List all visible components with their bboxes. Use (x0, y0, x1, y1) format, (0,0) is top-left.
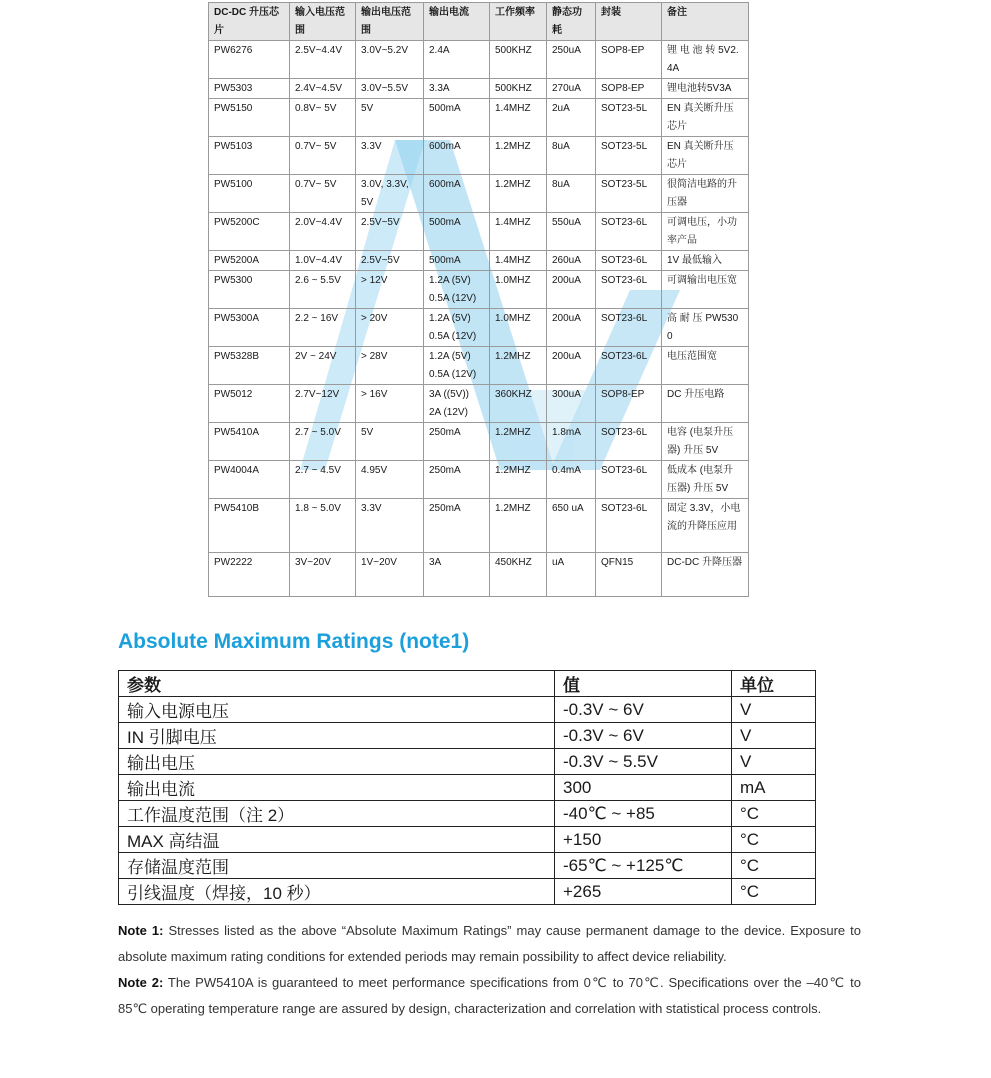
cell-freq: 450KHZ (490, 553, 547, 597)
cell-chip: PW5303 (209, 79, 290, 99)
cell-freq: 1.4MHZ (490, 99, 547, 137)
cell-iq: 8uA (547, 137, 596, 175)
col-header-output-voltage: 输出电压范围 (356, 3, 424, 41)
cell-note: EN 真关断升压芯片 (662, 137, 749, 175)
cell-vin: 1.8 ~ 5.0V (290, 499, 356, 553)
table-row (209, 251, 749, 271)
cell-vout: 1V~20V (356, 553, 424, 597)
cell-vout: 2.5V~5V (356, 251, 424, 271)
cell-note: DC 升压电路 (662, 385, 749, 423)
cell-chip: PW5300A (209, 309, 290, 347)
cell-chip: PW5200C (209, 213, 290, 251)
cell-package: SOT23-6L (596, 461, 662, 499)
cell-vout: 5V (356, 423, 424, 461)
cell-freq: 1.4MHZ (490, 213, 547, 251)
table-row (119, 775, 816, 801)
col-header-frequency: 工作频率 (490, 3, 547, 41)
col-header-unit: 单位 (732, 671, 816, 697)
cell-vin: 2.2 ~ 16V (290, 309, 356, 347)
cell-vin: 2.5V~4.4V (290, 41, 356, 79)
cell-vout: 3.0V, 3.3V, 5V (356, 175, 424, 213)
cell-iout: 500mA (424, 251, 490, 271)
cell-package: SOP8-EP (596, 79, 662, 99)
cell-iq: 2uA (547, 99, 596, 137)
note-2 (118, 970, 861, 1022)
cell-freq: 1.2MHZ (490, 499, 547, 553)
cell-note: 锂 电 池 转 5V2.4A (662, 41, 749, 79)
dc-dc-boost-chip-table (208, 2, 749, 597)
table-row (119, 827, 816, 853)
cell-iq: 8uA (547, 175, 596, 213)
cell-note: 电容 (电泵升压器) 升压 5V (662, 423, 749, 461)
table-row (119, 697, 816, 723)
cell-freq: 360KHZ (490, 385, 547, 423)
cell-note: EN 真关断升压芯片 (662, 99, 749, 137)
cell-vin: 2V ~ 24V (290, 347, 356, 385)
cell-vin: 2.7 ~ 5.0V (290, 423, 356, 461)
cell-package: SOT23-5L (596, 137, 662, 175)
col-header-package: 封装 (596, 3, 662, 41)
cell-iout: 1.2A (5V) 0.5A (12V) (424, 347, 490, 385)
cell-freq: 500KHZ (490, 41, 547, 79)
cell-note: 电压范围宽 (662, 347, 749, 385)
cell-parameter: 输出电压 (119, 749, 555, 775)
cell-freq: 500KHZ (490, 79, 547, 99)
cell-unit: V (732, 723, 816, 749)
cell-value: -0.3V ~ 6V (555, 723, 732, 749)
col-header-output-current: 输出电流 (424, 3, 490, 41)
cell-package: SOT23-6L (596, 347, 662, 385)
cell-iout: 250mA (424, 423, 490, 461)
cell-note: 锂电池转5V3A (662, 79, 749, 99)
cell-vin: 0.8V~ 5V (290, 99, 356, 137)
col-header-quiescent: 静态功耗 (547, 3, 596, 41)
cell-chip: PW5300 (209, 271, 290, 309)
cell-chip: PW6276 (209, 41, 290, 79)
table-row (119, 801, 816, 827)
note-2-text: The PW5410A is guaranteed to meet performance specifications from 0℃ to 70℃. Specifications over the –40℃ to 85℃ operating temperature range are assured by design, characterization and correlation with statistical process controls. (118, 975, 861, 1016)
cell-value: +265 (555, 879, 732, 905)
cell-package: SOT23-5L (596, 99, 662, 137)
table-row (209, 499, 749, 553)
cell-iq: 1.8mA (547, 423, 596, 461)
cell-value: -0.3V ~ 5.5V (555, 749, 732, 775)
table-row (209, 175, 749, 213)
cell-vout: 3.3V (356, 137, 424, 175)
cell-freq: 1.2MHZ (490, 347, 547, 385)
cell-chip: PW5103 (209, 137, 290, 175)
table-row (209, 309, 749, 347)
cell-value: 300 (555, 775, 732, 801)
cell-chip: PW5012 (209, 385, 290, 423)
cell-note: 很简洁电路的升压器 (662, 175, 749, 213)
cell-iout: 2.4A (424, 41, 490, 79)
cell-vin: 2.7V~12V (290, 385, 356, 423)
table-row (209, 385, 749, 423)
cell-note: 可调电压，小功率产品 (662, 213, 749, 251)
cell-unit: V (732, 697, 816, 723)
cell-package: SOT23-6L (596, 213, 662, 251)
cell-iout: 3.3A (424, 79, 490, 99)
cell-unit: V (732, 749, 816, 775)
cell-iout: 500mA (424, 213, 490, 251)
cell-iq: 260uA (547, 251, 596, 271)
table-row (209, 213, 749, 251)
cell-note: 低成本 (电泵升压器) 升压 5V (662, 461, 749, 499)
cell-vin: 0.7V~ 5V (290, 137, 356, 175)
cell-vin: 3V~20V (290, 553, 356, 597)
cell-iq: 250uA (547, 41, 596, 79)
cell-unit: °C (732, 801, 816, 827)
cell-freq: 1.2MHZ (490, 423, 547, 461)
cell-chip: PW2222 (209, 553, 290, 597)
cell-package: SOT23-6L (596, 423, 662, 461)
cell-vin: 2.6 ~ 5.5V (290, 271, 356, 309)
cell-note: DC-DC 升降压器 (662, 553, 749, 597)
cell-package: SOP8-EP (596, 385, 662, 423)
cell-chip: PW5200A (209, 251, 290, 271)
cell-note: 1V 最低输入 (662, 251, 749, 271)
cell-parameter: 输入电源电压 (119, 697, 555, 723)
cell-vout: 5V (356, 99, 424, 137)
cell-parameter: MAX 高结温 (119, 827, 555, 853)
cell-iout: 1.2A (5V) 0.5A (12V) (424, 271, 490, 309)
cell-vout: 3.0V~5.2V (356, 41, 424, 79)
cell-freq: 1.2MHZ (490, 461, 547, 499)
cell-parameter: 存储温度范围 (119, 853, 555, 879)
cell-vout: 4.95V (356, 461, 424, 499)
cell-vout: 3.3V (356, 499, 424, 553)
cell-note: 高 耐 压 PW5300 (662, 309, 749, 347)
table-row (209, 461, 749, 499)
cell-iout: 250mA (424, 461, 490, 499)
cell-iout: 500mA (424, 99, 490, 137)
cell-iq: 200uA (547, 309, 596, 347)
cell-package: SOT23-6L (596, 251, 662, 271)
col-header-chip: DC-DC 升压芯片 (209, 3, 290, 41)
cell-vout: 3.0V~5.5V (356, 79, 424, 99)
cell-vout: > 12V (356, 271, 424, 309)
cell-vin: 1.0V~4.4V (290, 251, 356, 271)
cell-iout: 3A ((5V)) 2A (12V) (424, 385, 490, 423)
cell-iout: 600mA (424, 175, 490, 213)
col-header-remarks: 备注 (662, 3, 749, 41)
cell-chip: PW5100 (209, 175, 290, 213)
cell-iout: 250mA (424, 499, 490, 553)
note-1-text: Stresses listed as the above “Absolute Maximum Ratings” may cause permanent damage to the device. Exposure to absolute maximum rating conditions for extended periods may remain possibility to affect device reliability. (118, 923, 862, 964)
note-1 (118, 918, 861, 970)
table-row (119, 723, 816, 749)
cell-chip: PW5328B (209, 347, 290, 385)
cell-freq: 1.0MHZ (490, 271, 547, 309)
note-2-label: Note 2: (118, 975, 164, 990)
cell-iq: 200uA (547, 271, 596, 309)
cell-iq: 650 uA (547, 499, 596, 553)
cell-value: -65℃ ~ +125℃ (555, 853, 732, 879)
cell-unit: °C (732, 827, 816, 853)
cell-package: SOT23-5L (596, 175, 662, 213)
absolute-max-ratings-table (118, 670, 816, 905)
cell-value: -40℃ ~ +85 (555, 801, 732, 827)
cell-freq: 1.2MHZ (490, 137, 547, 175)
table-row (209, 137, 749, 175)
table-row (209, 553, 749, 597)
cell-value: +150 (555, 827, 732, 853)
table-row (209, 99, 749, 137)
cell-parameter: 引线温度（焊接，10 秒） (119, 879, 555, 905)
cell-unit: mA (732, 775, 816, 801)
cell-vout: 2.5V~5V (356, 213, 424, 251)
table-row (119, 879, 816, 905)
cell-chip: PW5410A (209, 423, 290, 461)
cell-freq: 1.4MHZ (490, 251, 547, 271)
cell-iq: 300uA (547, 385, 596, 423)
cell-iq: 200uA (547, 347, 596, 385)
table-row (209, 79, 749, 99)
cell-vout: > 28V (356, 347, 424, 385)
cell-chip: PW4004A (209, 461, 290, 499)
cell-chip: PW5410B (209, 499, 290, 553)
cell-iout: 3A (424, 553, 490, 597)
cell-unit: °C (732, 853, 816, 879)
cell-iq: uA (547, 553, 596, 597)
cell-package: SOT23-6L (596, 499, 662, 553)
cell-freq: 1.0MHZ (490, 309, 547, 347)
col-header-parameter: 参数 (119, 671, 555, 697)
cell-iq: 270uA (547, 79, 596, 99)
cell-iout: 1.2A (5V) 0.5A (12V) (424, 309, 490, 347)
cell-vin: 2.0V~4.4V (290, 213, 356, 251)
note-1-label: Note 1: (118, 923, 164, 938)
cell-note: 可调输出电压宽 (662, 271, 749, 309)
cell-iout: 600mA (424, 137, 490, 175)
table-row (119, 853, 816, 879)
ratings-header-row (119, 671, 816, 697)
cell-iq: 550uA (547, 213, 596, 251)
cell-value: -0.3V ~ 6V (555, 697, 732, 723)
chip-table-container (208, 2, 748, 597)
cell-iq: 0.4mA (547, 461, 596, 499)
cell-chip: PW5150 (209, 99, 290, 137)
notes-section (118, 918, 861, 1022)
cell-package: SOT23-6L (596, 271, 662, 309)
table-row (119, 749, 816, 775)
table-row (209, 41, 749, 79)
cell-unit: °C (732, 879, 816, 905)
table-row (209, 271, 749, 309)
cell-package: QFN15 (596, 553, 662, 597)
cell-parameter: 工作温度范围（注 2） (119, 801, 555, 827)
section-title: Absolute Maximum Ratings (note1) (118, 630, 470, 653)
cell-vout: > 16V (356, 385, 424, 423)
cell-vin: 0.7V~ 5V (290, 175, 356, 213)
cell-vout: > 20V (356, 309, 424, 347)
cell-vin: 2.4V~4.5V (290, 79, 356, 99)
table-row (209, 423, 749, 461)
chip-table-header-row (209, 3, 749, 41)
table-row (209, 347, 749, 385)
cell-parameter: 输出电流 (119, 775, 555, 801)
cell-note: 固定 3.3V，小电流的升降压应用 (662, 499, 749, 553)
col-header-value: 值 (555, 671, 732, 697)
cell-freq: 1.2MHZ (490, 175, 547, 213)
cell-package: SOT23-6L (596, 309, 662, 347)
cell-package: SOP8-EP (596, 41, 662, 79)
cell-vin: 2.7 ~ 4.5V (290, 461, 356, 499)
cell-parameter: IN 引脚电压 (119, 723, 555, 749)
col-header-input-voltage: 输入电压范围 (290, 3, 356, 41)
